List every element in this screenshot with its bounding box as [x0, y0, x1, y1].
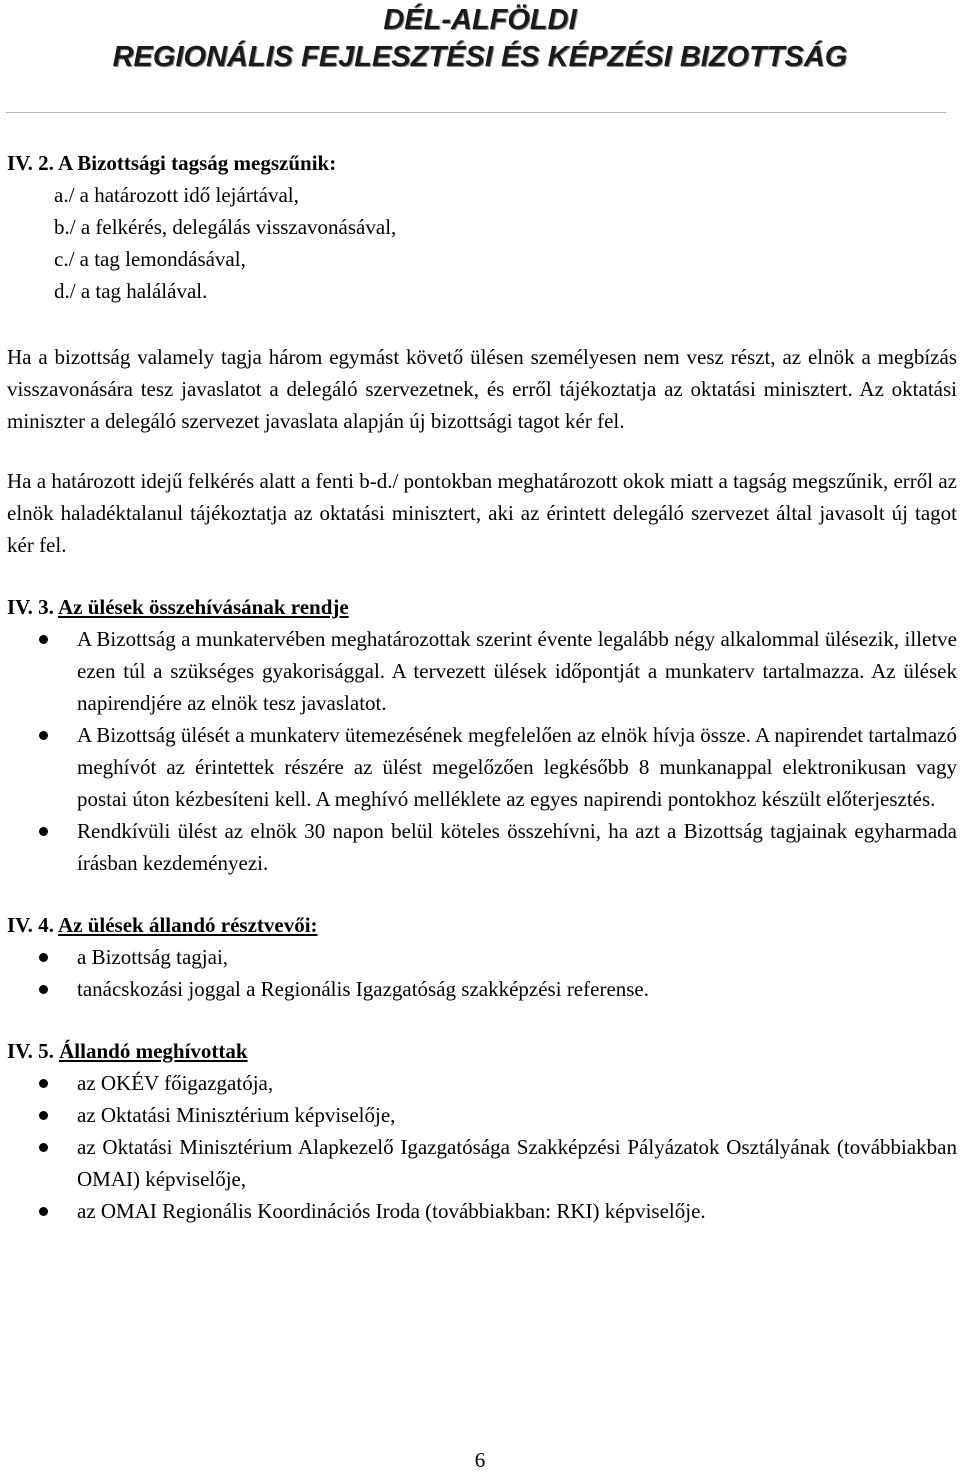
section-iv4-heading: [7, 909, 957, 941]
section-iv5-number: IV. 5.: [7, 1039, 54, 1063]
section-iv5-heading: [7, 1035, 957, 1067]
list-item: d./ a tag halálával.: [54, 279, 208, 303]
list-item-text: tanácskozási joggal a Regionális Igazgatóság szakképzési referense.: [77, 977, 650, 1001]
list-item-text: A Bizottság ülését a munkaterv ütemezésének megfelelően az elnök hívja össze. A napirendet tartalmazó meghívót az érintettek részére az ülést megelőzően legkésőbb 8 munkanappal elektronikusan vagy postai úton kézbesíteni kell. A meghívó melléklete az egyes napirendi pontokhoz készült előterjesztés.: [77, 723, 957, 811]
list-item-text: A Bizottság a munkatervében meghatározottak szerint évente legalább négy alkalommal ülésezik, illetve ezen túl a szükséges gyakorisággal. A tervezett ülések időpontját a munkaterv tartalmazza. Az ülések napirendjére az elnök tesz javaslatot.: [77, 627, 957, 715]
list-item-text: az Oktatási Minisztérium képviselője,: [77, 1103, 396, 1127]
section-iv3-list: [7, 623, 957, 879]
section-iv2-paragraph-1: Ha a bizottság valamely tagja három egymást követő ülésen személyesen nem vesz részt, az elnök a megbízás visszavonására tesz javaslatot a delegáló szervezetnek, és erről tájékoztatja az oktatási minisztert. Az oktatási miniszter a delegáló szervezet javaslata alapján új bizottsági tagot kér fel.: [7, 345, 957, 433]
document-header: [0, 2, 960, 76]
bullet-icon: [39, 1207, 48, 1216]
section-iv3-heading: [7, 591, 957, 623]
list-item-text: az Oktatási Minisztérium Alapkezelő Igazgatósága Szakképzési Pályázatok Osztályának (továbbiakban OMAI) képviselője,: [77, 1135, 957, 1191]
bullet-icon: [39, 1079, 48, 1088]
section-iv3-number: IV. 3.: [7, 595, 54, 619]
header-divider: [6, 112, 946, 113]
bullet-icon: [39, 953, 48, 962]
header-line-2: REGIONÁLIS FEJLESZTÉSI ÉS KÉPZÉSI BIZOTTSÁG: [112, 41, 848, 73]
bullet-icon: [39, 1143, 48, 1152]
list-item: [7, 815, 957, 879]
section-iv4-list: [7, 941, 957, 1005]
list-item-text: a Bizottság tagjai,: [77, 945, 229, 969]
section-iv2-paragraph-2: Ha a határozott idejű felkérés alatt a fenti b-d./ pontokban meghatározott okok miatt a tagság megszűnik, erről az elnök haladéktalanul tájékoztatja az oktatási minisztert, aki az érintett delegáló szervezet által javasolt új tagot kér fel.: [7, 469, 957, 557]
list-item: a./ a határozott idő lejártával,: [54, 183, 299, 207]
section-iv5-list: [7, 1067, 957, 1227]
section-iv5-title: Állandó meghívottak: [59, 1039, 248, 1063]
bullet-icon: [39, 635, 48, 644]
bullet-icon: [39, 1111, 48, 1120]
list-item: b./ a felkérés, delegálás visszavonásával,: [54, 215, 397, 239]
list-item: [7, 941, 957, 973]
list-item: [7, 1099, 957, 1131]
list-item-text: Rendkívüli ülést az elnök 30 napon belül köteles összehívni, ha azt a Bizottság tagjainak egyharmada írásban kezdeményezi.: [77, 819, 957, 875]
bullet-icon: [39, 985, 48, 994]
header-line-1: DÉL-ALFÖLDI: [383, 4, 577, 36]
list-item-text: az OKÉV főigazgatója,: [77, 1071, 274, 1095]
page-number: 6: [474, 1448, 486, 1472]
list-item: [7, 623, 957, 719]
section-iv4-title: Az ülések állandó résztvevői:: [57, 913, 318, 937]
list-item: [7, 1131, 957, 1195]
section-iv2-title: IV. 2. A Bizottsági tagság megszűnik:: [7, 151, 337, 175]
list-item: [7, 973, 957, 1005]
list-item: c./ a tag lemondásával,: [54, 247, 246, 271]
list-item-text: az OMAI Regionális Koordinációs Iroda (továbbiakban: RKI) képviselője.: [77, 1199, 706, 1223]
list-item: [7, 1067, 957, 1099]
bullet-icon: [39, 731, 48, 740]
section-iv3-title: Az ülések összehívásának rendje: [57, 595, 349, 619]
document-body: [7, 147, 957, 1227]
list-item: [7, 1195, 957, 1227]
list-item: [7, 719, 957, 815]
section-iv4-number: IV. 4.: [7, 913, 54, 937]
bullet-icon: [39, 827, 48, 836]
